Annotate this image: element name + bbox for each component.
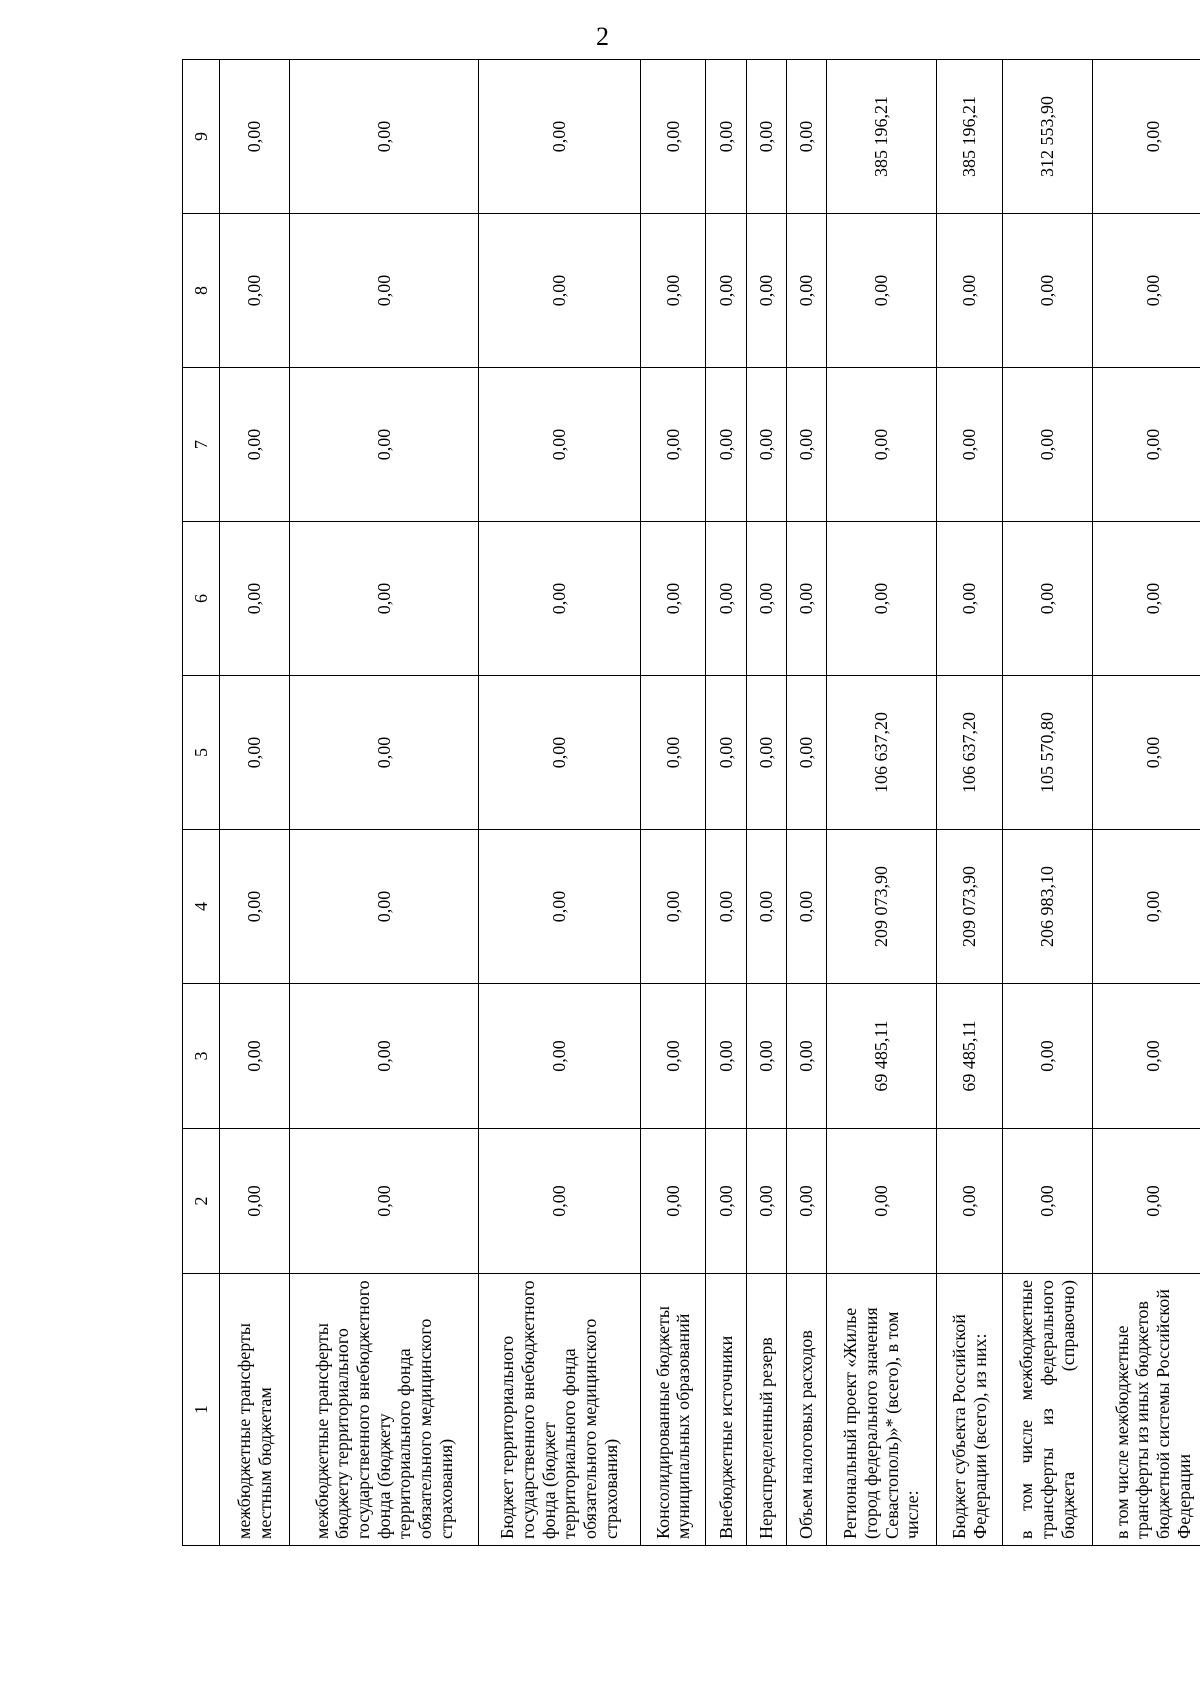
cell-value: 0,00 [220, 60, 290, 214]
cell-value: 0,00 [746, 984, 786, 1129]
cell-value: 0,00 [220, 984, 290, 1129]
table-row [220, 60, 290, 1546]
cell-value: 0,00 [478, 1129, 640, 1274]
cell-value: 0,00 [706, 60, 746, 214]
cell-value: 0,00 [220, 368, 290, 522]
cell-value: 0,00 [786, 830, 826, 984]
cell-value: 385 196,21 [937, 60, 1002, 214]
cell-value: 0,00 [706, 984, 746, 1129]
table-row [1093, 60, 1200, 1546]
cell-value: 0,00 [290, 1129, 478, 1274]
cell-value: 0,00 [827, 214, 937, 368]
cell-value: 0,00 [827, 1129, 937, 1274]
cell-value: 0,00 [746, 214, 786, 368]
cell-value: 0,00 [290, 522, 478, 676]
row-label: Бюджет территориального государственного внебюджетного фонда (бюджет территориального фонда обязательного медицинского страхования) [478, 1274, 640, 1546]
cell-value: 0,00 [1093, 60, 1200, 214]
cell-value: 0,00 [1093, 676, 1200, 830]
cell-value: 0,00 [220, 214, 290, 368]
cell-value: 0,00 [1093, 1129, 1200, 1274]
cell-value: 0,00 [827, 368, 937, 522]
cell-value: 0,00 [1002, 368, 1093, 522]
cell-value: 0,00 [478, 368, 640, 522]
row-label: Региональный проект «Жилье (город федерального значения Севастополь)»* (всего), в том числе: [827, 1274, 937, 1546]
cell-value: 0,00 [786, 60, 826, 214]
cell-value: 0,00 [290, 60, 478, 214]
column-header: 6 [183, 522, 220, 676]
cell-value: 0,00 [1093, 214, 1200, 368]
row-label: межбюджетные трансферты местным бюджетам [220, 1274, 290, 1546]
cell-value: 0,00 [1093, 984, 1200, 1129]
cell-value: 0,00 [641, 676, 706, 830]
cell-value: 0,00 [641, 60, 706, 214]
cell-value: 0,00 [1002, 214, 1093, 368]
cell-value: 106 637,20 [937, 676, 1002, 830]
cell-value: 0,00 [786, 984, 826, 1129]
table-row [478, 60, 640, 1546]
column-header: 4 [183, 830, 220, 984]
cell-value: 0,00 [290, 214, 478, 368]
cell-value: 105 570,80 [1002, 676, 1093, 830]
cell-value: 0,00 [220, 1129, 290, 1274]
cell-value: 0,00 [1093, 830, 1200, 984]
cell-value: 0,00 [641, 368, 706, 522]
row-label: Внебюджетные источники [706, 1274, 746, 1546]
cell-value: 0,00 [937, 522, 1002, 676]
row-label: межбюджетные трансферты бюджету территориального государственного внебюджетного фонда (бюджету территориального фонда обязательного медицинского страхования) [290, 1274, 478, 1546]
column-header: 8 [183, 214, 220, 368]
cell-value: 0,00 [220, 830, 290, 984]
row-label: Бюджет субъекта Российской Федерации (всего), из них: [937, 1274, 1002, 1546]
row-label: в том числе межбюджетные трансферты из иных бюджетов бюджетной системы Российской Федерации [1093, 1274, 1200, 1546]
cell-value: 0,00 [478, 676, 640, 830]
cell-value: 0,00 [1093, 522, 1200, 676]
cell-value: 0,00 [706, 830, 746, 984]
cell-value: 0,00 [937, 368, 1002, 522]
row-label: Нераспределенный резерв [746, 1274, 786, 1546]
cell-value: 0,00 [290, 984, 478, 1129]
cell-value: 0,00 [1002, 984, 1093, 1129]
cell-value: 0,00 [478, 60, 640, 214]
page-number: 2 [596, 22, 609, 51]
header-row [183, 60, 220, 1546]
cell-value: 0,00 [1002, 522, 1093, 676]
cell-value: 0,00 [827, 522, 937, 676]
cell-value: 0,00 [706, 368, 746, 522]
table-row [1002, 60, 1093, 1546]
cell-value: 0,00 [706, 214, 746, 368]
column-header: 3 [183, 984, 220, 1129]
cell-value: 0,00 [746, 676, 786, 830]
cell-value: 0,00 [786, 522, 826, 676]
rotated-table-container [182, 60, 1200, 1546]
cell-value: 0,00 [290, 368, 478, 522]
cell-value: 106 637,20 [827, 676, 937, 830]
table-row [827, 60, 937, 1546]
cell-value: 0,00 [786, 368, 826, 522]
cell-value: 0,00 [786, 1129, 826, 1274]
cell-value: 0,00 [478, 984, 640, 1129]
cell-value: 0,00 [746, 522, 786, 676]
cell-value: 0,00 [746, 368, 786, 522]
column-header: 2 [183, 1129, 220, 1274]
cell-value: 0,00 [937, 214, 1002, 368]
column-header: 7 [183, 368, 220, 522]
table-row [290, 60, 478, 1546]
cell-value: 209 073,90 [937, 830, 1002, 984]
column-header: 1 [183, 1274, 220, 1546]
cell-value: 0,00 [937, 1129, 1002, 1274]
table-row [746, 60, 786, 1546]
cell-value: 0,00 [706, 522, 746, 676]
cell-value: 0,00 [746, 830, 786, 984]
cell-value: 0,00 [478, 214, 640, 368]
table-row [937, 60, 1002, 1546]
cell-value: 0,00 [1002, 1129, 1093, 1274]
cell-value: 206 983,10 [1002, 830, 1093, 984]
table-row [641, 60, 706, 1546]
cell-value: 0,00 [641, 214, 706, 368]
cell-value: 312 553,90 [1002, 60, 1093, 214]
cell-value: 69 485,11 [937, 984, 1002, 1129]
cell-value: 69 485,11 [827, 984, 937, 1129]
table-row [786, 60, 826, 1546]
row-label: в том числе межбюджетные трансферты из федерального бюджета (справочно) [1002, 1274, 1093, 1546]
cell-value: 209 073,90 [827, 830, 937, 984]
cell-value: 0,00 [786, 214, 826, 368]
cell-value: 0,00 [641, 830, 706, 984]
table-row [706, 60, 746, 1546]
cell-value: 0,00 [706, 676, 746, 830]
cell-value: 0,00 [746, 1129, 786, 1274]
column-header: 9 [183, 60, 220, 214]
budget-table [182, 59, 1200, 1546]
cell-value: 0,00 [478, 830, 640, 984]
cell-value: 0,00 [1093, 368, 1200, 522]
cell-value: 0,00 [290, 830, 478, 984]
column-header: 5 [183, 676, 220, 830]
cell-value: 0,00 [290, 676, 478, 830]
cell-value: 0,00 [641, 984, 706, 1129]
cell-value: 0,00 [220, 522, 290, 676]
cell-value: 0,00 [786, 676, 826, 830]
row-label: Объем налоговых расходов [786, 1274, 826, 1546]
cell-value: 0,00 [746, 60, 786, 214]
row-label: Консолидированные бюджеты муниципальных образований [641, 1274, 706, 1546]
cell-value: 0,00 [478, 522, 640, 676]
cell-value: 0,00 [220, 676, 290, 830]
cell-value: 0,00 [641, 522, 706, 676]
cell-value: 0,00 [706, 1129, 746, 1274]
cell-value: 0,00 [641, 1129, 706, 1274]
cell-value: 385 196,21 [827, 60, 937, 214]
